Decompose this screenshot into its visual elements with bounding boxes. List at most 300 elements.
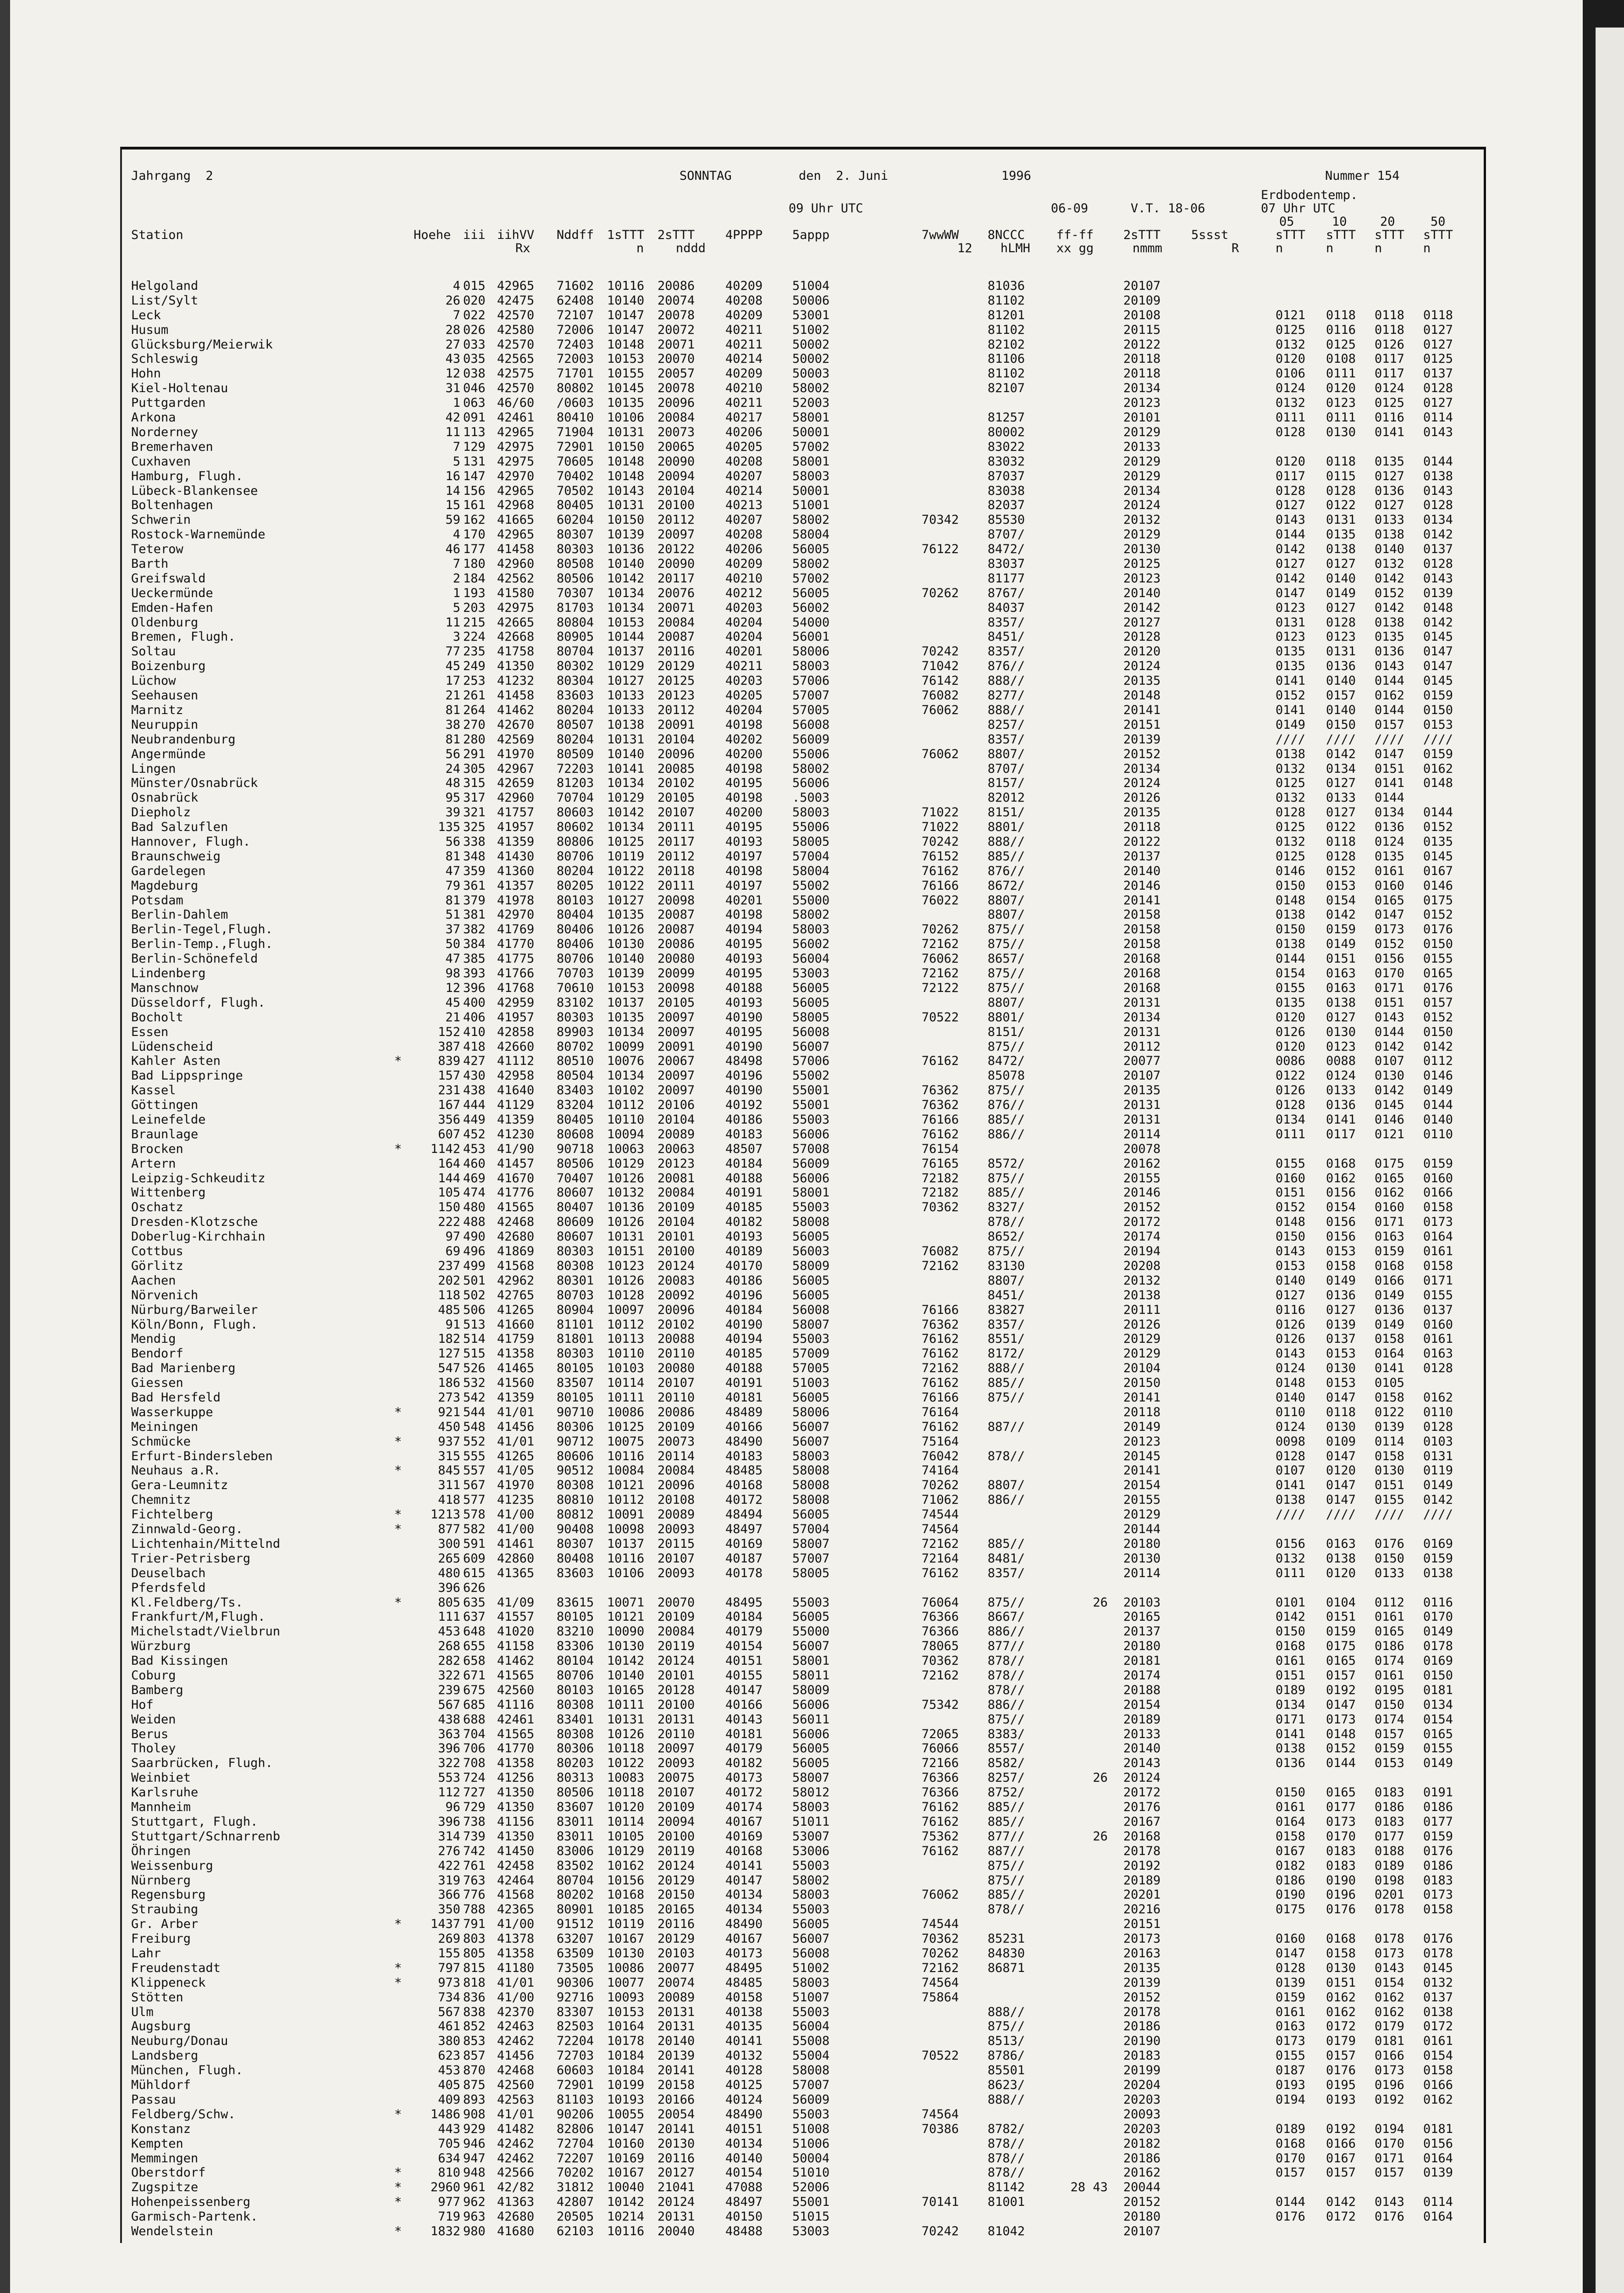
soil-temp-3: 0175: [1375, 1157, 1405, 1171]
col-ff: ff-ff: [1056, 228, 1094, 242]
station-height: 1832: [430, 2224, 460, 2238]
cloud-8nccc: 878//: [988, 1449, 1025, 1463]
soil-temp-1: 0150: [1276, 1624, 1306, 1639]
station-height: 56: [445, 835, 460, 849]
tendency-5appp: 55000: [792, 1624, 830, 1639]
nddff-value: 80303: [557, 1346, 594, 1361]
tendency-5appp: 56004: [792, 2019, 830, 2033]
station-id: 170: [463, 527, 486, 542]
station-id: 557: [463, 1463, 486, 1478]
col-soil-2: sTTT: [1326, 228, 1356, 242]
station-name: Neuhaus a.R.: [131, 1463, 221, 1478]
iihvv-value: 41970: [497, 1478, 535, 1492]
soil-temp-4: 0181: [1423, 1683, 1453, 1697]
temp-2sttt: 20131: [657, 2019, 695, 2033]
station-id: 815: [463, 1961, 486, 1975]
station-height: 567: [438, 1698, 460, 1712]
station-height: 26: [445, 294, 460, 308]
nddff-value: 70605: [557, 454, 594, 469]
temp-2sttt: 20086: [657, 1405, 695, 1419]
iihvv-value: 41462: [497, 1654, 535, 1668]
soil-temp-3: 0141: [1375, 776, 1405, 790]
weather-7wwww: 76362: [922, 1098, 959, 1112]
temp-1sttt: 10129: [607, 1844, 645, 1858]
temp-2sttt: 20111: [657, 879, 695, 893]
temp-2sttt: 20109: [657, 1200, 695, 1214]
station-id: 671: [463, 1668, 486, 1683]
station-name: Lüchow: [131, 674, 176, 688]
station-height: 282: [438, 1654, 460, 1668]
weather-7wwww: 76066: [922, 1741, 959, 1756]
soil-temp-2: 0176: [1326, 2063, 1356, 2077]
tendency-5appp: 58003: [792, 805, 830, 820]
temp-2sttt-b: 20141: [1123, 893, 1161, 908]
temp-1sttt: 10106: [607, 410, 645, 425]
temp-1sttt: 10153: [607, 981, 645, 995]
temp-2sttt-b: 20108: [1123, 308, 1161, 322]
station-name: Mannheim: [131, 1800, 191, 1814]
station-name: Kiel-Holtenau: [131, 381, 228, 395]
tendency-5appp: 55006: [792, 820, 830, 834]
tendency-5appp: 51004: [792, 279, 830, 293]
col-soil-4-sub: n: [1423, 241, 1431, 255]
station-id: 264: [463, 703, 486, 717]
temp-2sttt: 20084: [657, 410, 695, 425]
nddff-value: 72704: [557, 2137, 594, 2151]
temp-1sttt: 10131: [607, 498, 645, 512]
station-name: Coburg: [131, 1668, 176, 1683]
soil-temp-1: 0142: [1276, 542, 1306, 556]
cloud-8nccc: 8807/: [988, 893, 1025, 908]
nddff-value: 83011: [557, 1815, 594, 1829]
temp-2sttt: 20131: [657, 1712, 695, 1727]
temp-2sttt: 20100: [657, 498, 695, 512]
soil-temp-1: 0155: [1276, 1157, 1306, 1171]
station-name: Osnabrück: [131, 791, 199, 805]
pressure-4pppp: 40188: [725, 981, 763, 995]
station-id: 526: [463, 1361, 486, 1375]
temp-2sttt-b: 20107: [1123, 279, 1161, 293]
temp-2sttt: 20119: [657, 1844, 695, 1858]
soil-temp-4: 0138: [1423, 2005, 1453, 2019]
nddff-value: 63207: [557, 1932, 594, 1946]
weather-7wwww: 72065: [922, 1727, 959, 1741]
temp-2sttt-b: 20141: [1123, 1463, 1161, 1478]
temp-2sttt-b: 20203: [1123, 2122, 1161, 2136]
cloud-8nccc: 878//: [988, 2151, 1025, 2166]
temp-2sttt: 20104: [657, 1215, 695, 1229]
soil-temp-2: 0170: [1326, 1829, 1356, 1844]
station-name: Stuttgart/Schnarrenb: [131, 1829, 281, 1844]
col-2sttt-b-sub: nmmm: [1132, 241, 1163, 255]
soil-temp-2: 0196: [1326, 1888, 1356, 1902]
station-height: 97: [445, 1230, 460, 1244]
station-height: 1: [453, 586, 460, 600]
station-name: Artern: [131, 1157, 176, 1171]
iihvv-value: 42958: [497, 1069, 535, 1083]
nddff-value: 72901: [557, 2078, 594, 2092]
soil-temp-3: 0138: [1375, 527, 1405, 542]
temp-2sttt: 20093: [657, 1522, 695, 1536]
weather-7wwww: 76162: [922, 1376, 959, 1390]
temp-1sttt: 10111: [607, 1698, 645, 1712]
station-id: 162: [463, 513, 486, 527]
temp-2sttt: 20072: [657, 323, 695, 337]
nddff-value: 80105: [557, 1361, 594, 1375]
station-name: Cuxhaven: [131, 454, 191, 469]
temp-2sttt: 20129: [657, 1873, 695, 1888]
soil-temp-1: 0150: [1276, 1230, 1306, 1244]
tendency-5appp: 53003: [792, 966, 830, 980]
station-name: Bremen, Flugh.: [131, 630, 236, 644]
nddff-value: 80205: [557, 879, 594, 893]
temp-2sttt-b: 20158: [1123, 922, 1161, 936]
nddff-value: 80303: [557, 1010, 594, 1025]
nddff-value: 83006: [557, 1844, 594, 1858]
nddff-value: 70704: [557, 791, 594, 805]
iihvv-value: 41/01: [497, 1405, 535, 1419]
pressure-4pppp: 40213: [725, 498, 763, 512]
station-height: 450: [438, 1420, 460, 1434]
temp-2sttt: 20117: [657, 835, 695, 849]
soil-temp-4: 0186: [1423, 1800, 1453, 1814]
soil-temp-2: 0149: [1326, 937, 1356, 951]
soil-temp-1: 0136: [1276, 1756, 1306, 1770]
soil-temp-4: 0150: [1423, 1025, 1453, 1039]
soil-temp-1: ////: [1276, 732, 1306, 747]
soil-temp-3: 0124: [1375, 835, 1405, 849]
station-name: Stötten: [131, 1990, 183, 2005]
soil-temp-3: 0144: [1375, 674, 1405, 688]
temp-2sttt: 20110: [657, 1346, 695, 1361]
pressure-4pppp: 40190: [725, 1083, 763, 1097]
soil-temp-4: 0159: [1423, 1551, 1453, 1566]
cloud-8nccc: 8782/: [988, 2122, 1025, 2136]
station-name: Lindenberg: [131, 966, 206, 980]
soil-temp-4: 0164: [1423, 2210, 1453, 2224]
cloud-8nccc: 8572/: [988, 1157, 1025, 1171]
weather-7wwww: 76142: [922, 674, 959, 688]
weather-7wwww: 72162: [922, 1259, 959, 1273]
temp-2sttt: 20104: [657, 732, 695, 747]
temp-1sttt: 10086: [607, 1405, 645, 1419]
temp-1sttt: 10129: [607, 791, 645, 805]
tendency-5appp: 56005: [792, 1507, 830, 1522]
tendency-5appp: 58008: [792, 2063, 830, 2077]
temp-1sttt: 10153: [607, 352, 645, 366]
station-name: Nürburg/Barweiler: [131, 1303, 258, 1317]
station-id: 406: [463, 1010, 486, 1025]
pressure-4pppp: 40194: [725, 922, 763, 936]
station-name: Mühldorf: [131, 2078, 191, 2092]
station-name: Bad Marienberg: [131, 1361, 236, 1375]
temp-1sttt: 10116: [607, 279, 645, 293]
soil-temp-1: 0146: [1276, 864, 1306, 878]
station-id: 947: [463, 2151, 486, 2166]
soil-temp-3: 0116: [1375, 410, 1405, 425]
cloud-8nccc: 8383/: [988, 1727, 1025, 1741]
station-name: Zinnwald-Georg.: [131, 1522, 243, 1536]
temp-1sttt: 10110: [607, 1113, 645, 1127]
soil-temp-3: 0140: [1375, 542, 1405, 556]
temp-2sttt: 20129: [657, 1932, 695, 1946]
col-soil-3-sub: n: [1375, 241, 1382, 255]
station-height: 314: [438, 1829, 460, 1844]
tendency-5appp: 56005: [792, 586, 830, 600]
weather-7wwww: 74564: [922, 1976, 959, 1990]
soil-temp-4: 0173: [1423, 1215, 1453, 1229]
station-id: 156: [463, 484, 486, 498]
vt-period2-label: V.T. 18-06: [1131, 201, 1205, 216]
tendency-5appp: 58002: [792, 908, 830, 922]
iihvv-value: 42665: [497, 615, 535, 630]
nddff-value: 72003: [557, 352, 594, 366]
station-id: 480: [463, 1200, 486, 1214]
temp-2sttt-b: 20104: [1123, 1361, 1161, 1375]
station-name: Diepholz: [131, 805, 191, 820]
station-name: Landsberg: [131, 2049, 199, 2063]
iihvv-value: 41/00: [497, 1917, 535, 1931]
station-height: 182: [438, 1332, 460, 1346]
mountain-marker: *: [394, 1595, 402, 1610]
temp-1sttt: 10155: [607, 366, 645, 381]
cloud-8nccc: 8151/: [988, 805, 1025, 820]
temp-1sttt: 10076: [607, 1054, 645, 1068]
temp-2sttt: 20089: [657, 1507, 695, 1522]
soil-temp-4: 0131: [1423, 1449, 1453, 1463]
temp-1sttt: 10086: [607, 1961, 645, 1975]
nddff-value: 72207: [557, 2151, 594, 2166]
iihvv-value: 42860: [497, 1551, 535, 1566]
tendency-5appp: 56011: [792, 1712, 830, 1727]
soil-temp-4: 0152: [1423, 1010, 1453, 1025]
soil-temp-3: 0130: [1375, 1463, 1405, 1478]
weather-7wwww: 70362: [922, 1200, 959, 1214]
iihvv-value: 41670: [497, 1171, 535, 1185]
temp-1sttt: 10134: [607, 776, 645, 790]
station-id: 803: [463, 1932, 486, 1946]
station-id: 449: [463, 1113, 486, 1127]
soil-temp-3: 0173: [1375, 2063, 1405, 2077]
soil-temp-2: 0156: [1326, 1215, 1356, 1229]
soil-temp-3: 0181: [1375, 2034, 1405, 2048]
station-height: 81: [445, 849, 460, 864]
pressure-4pppp: 40141: [725, 1859, 763, 1873]
soil-temp-3: 0142: [1375, 571, 1405, 586]
soil-temp-3: 0171: [1375, 2151, 1405, 2166]
station-height: 921: [438, 1405, 460, 1419]
soil-temp-3: 0196: [1375, 2078, 1405, 2092]
temp-1sttt: 10094: [607, 1127, 645, 1141]
iihvv-value: 41560: [497, 1376, 535, 1390]
soil-temp-1: 0128: [1276, 484, 1306, 498]
temp-2sttt-b: 20135: [1123, 805, 1161, 820]
temp-2sttt-b: 20126: [1123, 791, 1161, 805]
cloud-8nccc: 8481/: [988, 1551, 1025, 1566]
soil-temp-1: 0125: [1276, 820, 1306, 834]
station-id: 438: [463, 1083, 486, 1097]
station-id: 675: [463, 1683, 486, 1697]
soil-temp-4: 0137: [1423, 366, 1453, 381]
soil-temp-4: 0170: [1423, 1610, 1453, 1624]
station-id: 875: [463, 2078, 486, 2092]
station-height: 56: [445, 747, 460, 761]
temp-1sttt: 10136: [607, 542, 645, 556]
station-name: Greifswald: [131, 571, 206, 586]
weather-7wwww: 78065: [922, 1639, 959, 1653]
pressure-4pppp: 40196: [725, 1069, 763, 1083]
station-name: Frankfurt/M,Flugh.: [131, 1610, 265, 1624]
station-name: Meiningen: [131, 1420, 199, 1434]
temp-2sttt-b: 20124: [1123, 498, 1161, 512]
soil-temp-1: 0135: [1276, 644, 1306, 659]
soil-temp-2: 0128: [1326, 849, 1356, 864]
pressure-4pppp: 40193: [725, 835, 763, 849]
nddff-value: 80404: [557, 908, 594, 922]
weather-7wwww: 72122: [922, 981, 959, 995]
station-name: Hohenpeissenberg: [131, 2195, 251, 2209]
temp-1sttt: 10184: [607, 2063, 645, 2077]
mountain-marker: *: [394, 1435, 402, 1449]
pressure-4pppp: 40167: [725, 1815, 763, 1829]
station-name: Augsburg: [131, 2019, 191, 2033]
station-height: 1486: [430, 2107, 460, 2121]
nddff-value: 81801: [557, 1332, 594, 1346]
pressure-4pppp: 40198: [725, 908, 763, 922]
station-id: 338: [463, 835, 486, 849]
temp-1sttt: 10063: [607, 1142, 645, 1156]
soil-temp-4: 0144: [1423, 454, 1453, 469]
iihvv-value: 41665: [497, 513, 535, 527]
station-name: Braunlage: [131, 1127, 199, 1141]
temp-2sttt: 20109: [657, 1800, 695, 1814]
station-id: 648: [463, 1624, 486, 1639]
soil-temp-2: 0165: [1326, 1785, 1356, 1800]
soil-temp-2: 0157: [1326, 1668, 1356, 1683]
pressure-4pppp: 40187: [725, 1551, 763, 1566]
soil-temp-4: 0112: [1423, 1054, 1453, 1068]
iihvv-value: 41978: [497, 893, 535, 908]
station-name: Oberstdorf: [131, 2166, 206, 2180]
nddff-value: 80313: [557, 1771, 594, 1785]
weather-7wwww: 76162: [922, 1420, 959, 1434]
nddff-value: 90718: [557, 1142, 594, 1156]
soil-temp-3: 0135: [1375, 849, 1405, 864]
weather-7wwww: 70242: [922, 644, 959, 659]
pressure-4pppp: 40201: [725, 893, 763, 908]
station-id: 818: [463, 1976, 486, 1990]
pressure-4pppp: 40186: [725, 1274, 763, 1288]
iihvv-value: 42680: [497, 2210, 535, 2224]
temp-2sttt-b: 20132: [1123, 1274, 1161, 1288]
temp-2sttt: 20107: [657, 1785, 695, 1800]
temp-1sttt: 10098: [607, 1522, 645, 1536]
temp-2sttt: 20100: [657, 1829, 695, 1844]
cloud-8nccc: 8257/: [988, 1771, 1025, 1785]
pressure-4pppp: 40212: [725, 586, 763, 600]
station-id: 655: [463, 1639, 486, 1653]
pressure-4pppp: 40154: [725, 2166, 763, 2180]
weather-7wwww: 76366: [922, 1785, 959, 1800]
soil-temp-3: 0168: [1375, 1259, 1405, 1273]
station-height: 155: [438, 1946, 460, 1961]
tendency-5appp: 56008: [792, 1303, 830, 1317]
nddff-value: 83607: [557, 1800, 594, 1814]
station-id: 724: [463, 1771, 486, 1785]
iihvv-value: 41350: [497, 659, 535, 673]
station-id: 033: [463, 338, 486, 352]
station-name: Kassel: [131, 1083, 176, 1097]
pressure-4pppp: 40147: [725, 1683, 763, 1697]
tendency-5appp: 56006: [792, 1127, 830, 1141]
temp-1sttt: 10138: [607, 718, 645, 732]
soil-temp-4: 0137: [1423, 542, 1453, 556]
mountain-marker: *: [394, 1917, 402, 1931]
pressure-4pppp: 40209: [725, 557, 763, 571]
col-iihvv: iihVV: [497, 228, 535, 242]
cloud-8nccc: 85231: [988, 1932, 1025, 1946]
temp-2sttt: 20100: [657, 1698, 695, 1712]
station-id: 805: [463, 1946, 486, 1961]
pressure-4pppp: 40195: [725, 966, 763, 980]
station-id: 400: [463, 996, 486, 1010]
pressure-4pppp: 40195: [725, 776, 763, 790]
temp-1sttt: 10131: [607, 1230, 645, 1244]
temp-1sttt: 10131: [607, 1712, 645, 1727]
iihvv-value: 42565: [497, 352, 535, 366]
temp-1sttt: 10147: [607, 323, 645, 337]
nddff-value: 90712: [557, 1435, 594, 1449]
soil-temp-3: 0160: [1375, 1200, 1405, 1214]
soil-temp-3: 0154: [1375, 1976, 1405, 1990]
temp-2sttt-b: 20137: [1123, 849, 1161, 864]
soil-temp-3: 0157: [1375, 1727, 1405, 1741]
iihvv-value: 42967: [497, 762, 535, 776]
soil-temp-1: 0120: [1276, 352, 1306, 366]
pressure-4pppp: 48497: [725, 1522, 763, 1536]
station-id: 788: [463, 1902, 486, 1916]
soil-temp-1: 0086: [1276, 1054, 1306, 1068]
cloud-8nccc: 81001: [988, 2195, 1025, 2209]
pressure-4pppp: 40151: [725, 2122, 763, 2136]
iihvv-value: 41775: [497, 952, 535, 966]
iihvv-value: 42468: [497, 1215, 535, 1229]
nddff-value: 80812: [557, 1507, 594, 1522]
cloud-8nccc: 878//: [988, 1215, 1025, 1229]
soil-temp-4: ////: [1423, 1507, 1453, 1522]
temp-2sttt: 20089: [657, 1990, 695, 2005]
station-height: 269: [438, 1932, 460, 1946]
soil-temp-2: 0136: [1326, 1288, 1356, 1302]
temp-2sttt-b: 20173: [1123, 1932, 1161, 1946]
station-height: 31: [445, 381, 460, 395]
nddff-value: 80204: [557, 864, 594, 878]
col-5ssst: 5ssst: [1191, 228, 1229, 242]
soil-temp-2: 0193: [1326, 2093, 1356, 2107]
col-7wwww: 7wwWW: [922, 228, 959, 242]
temp-1sttt: 10118: [607, 1785, 645, 1800]
soil-temp-4: 0137: [1423, 1990, 1453, 2005]
tendency-5appp: 55003: [792, 1332, 830, 1346]
soil-temp-1: 0128: [1276, 805, 1306, 820]
nddff-value: 80204: [557, 703, 594, 717]
iihvv-value: 42464: [497, 1873, 535, 1888]
nddff-value: 90710: [557, 1405, 594, 1419]
temp-2sttt: 20089: [657, 1127, 695, 1141]
station-name: Mendig: [131, 1332, 176, 1346]
soil-temp-4: 0162: [1423, 1390, 1453, 1405]
station-name: Düsseldorf, Flugh.: [131, 996, 265, 1010]
